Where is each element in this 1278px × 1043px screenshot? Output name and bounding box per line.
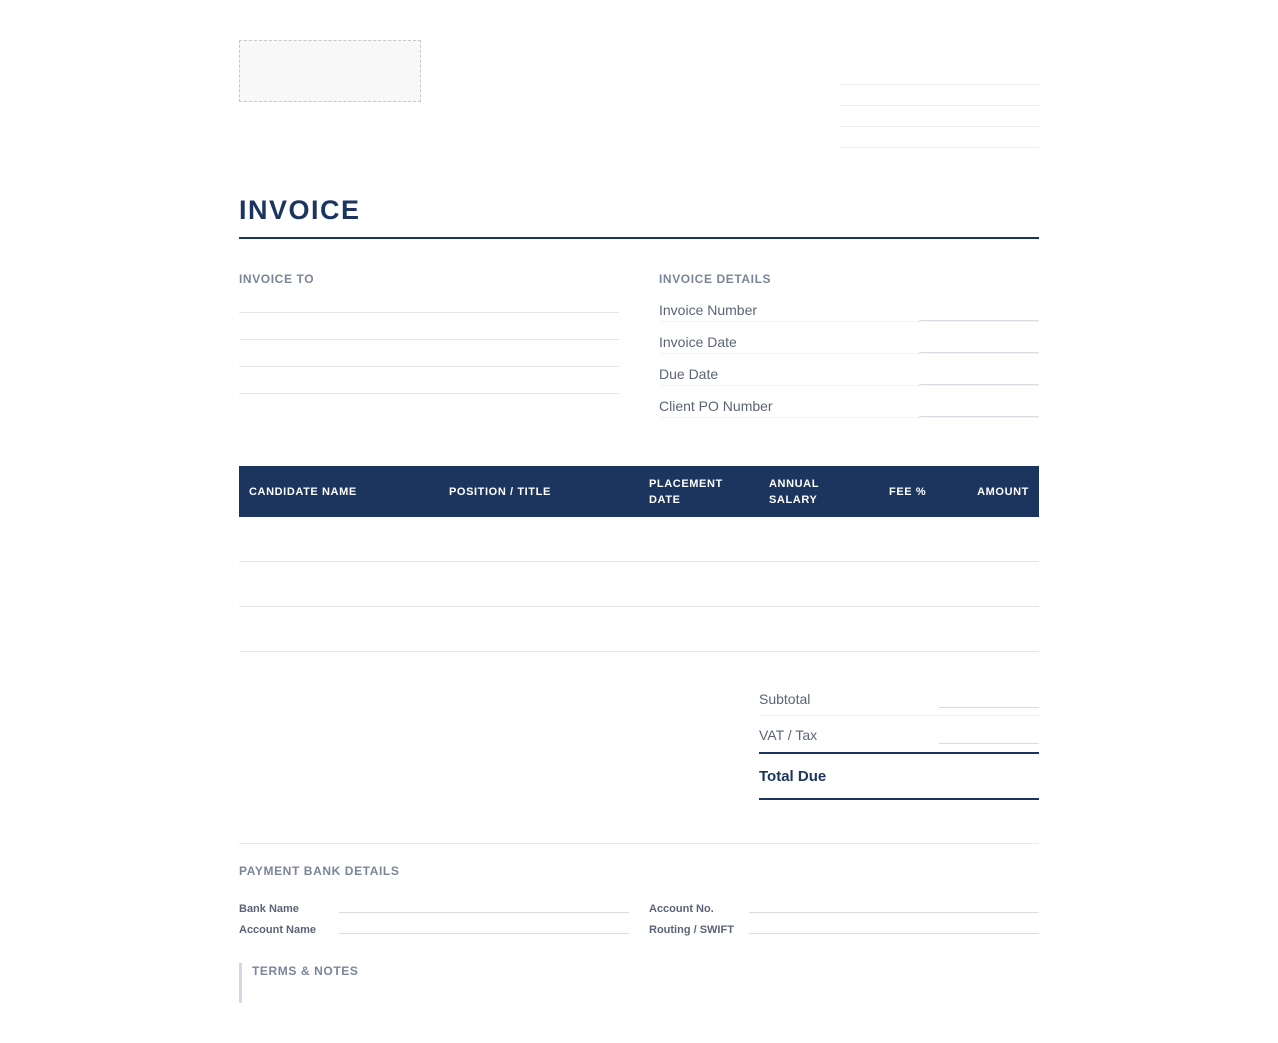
company-line-field[interactable] <box>840 64 1039 85</box>
table-body <box>239 517 1039 652</box>
bank-fields <box>239 896 1039 948</box>
invoice-header <box>239 0 1039 170</box>
invoice-number-label: Invoice Number <box>659 302 758 318</box>
document-title: INVOICE <box>239 195 361 225</box>
terms-label: TERMS & NOTES <box>252 964 359 978</box>
table-row[interactable] <box>239 607 1039 652</box>
subtotal-field[interactable] <box>939 692 1039 708</box>
bank-name-field[interactable] <box>339 896 629 913</box>
account-no-row <box>649 896 1039 917</box>
section-divider <box>239 843 1039 844</box>
invoice-date-field[interactable] <box>919 335 1039 353</box>
subtotal-label: Subtotal <box>759 691 811 707</box>
company-line-field[interactable] <box>840 85 1039 106</box>
invoice-details-label: INVOICE DETAILS <box>659 272 772 286</box>
col-annual-salary: ANNUAL SALARY <box>769 477 819 506</box>
invoice-number-field[interactable] <box>919 303 1039 321</box>
account-name-field[interactable] <box>339 917 629 934</box>
table-header <box>239 466 1039 517</box>
bank-name-label: Bank Name <box>239 903 299 915</box>
col-amount: AMOUNT <box>977 485 1029 498</box>
invoice-number-row <box>659 290 1039 322</box>
totals-section <box>759 680 1039 800</box>
col-candidate-name: CANDIDATE NAME <box>249 485 357 498</box>
account-no-label: Account No. <box>649 903 714 915</box>
invoice-date-row <box>659 322 1039 354</box>
account-no-field[interactable] <box>749 896 1039 913</box>
due-date-row <box>659 354 1039 386</box>
invoice-to-section <box>239 272 619 394</box>
col-position-title: POSITION / TITLE <box>449 485 551 498</box>
account-name-row <box>239 917 629 938</box>
company-line-field[interactable] <box>840 127 1039 148</box>
invoice-details-section <box>659 272 1039 418</box>
company-line-field[interactable] <box>840 106 1039 127</box>
client-po-label: Client PO Number <box>659 398 773 414</box>
title-block <box>239 192 1039 239</box>
tax-label: VAT / Tax <box>759 727 818 743</box>
tax-row <box>759 716 1039 752</box>
total-due-row <box>759 752 1039 800</box>
routing-row <box>649 917 1039 938</box>
due-date-label: Due Date <box>659 366 719 382</box>
bank-details-label: PAYMENT BANK DETAILS <box>239 864 400 878</box>
client-address-field[interactable] <box>239 340 619 367</box>
company-info-fields <box>840 64 1039 148</box>
total-due-label: Total Due <box>759 768 827 785</box>
account-name-label: Account Name <box>239 924 317 936</box>
placements-table <box>239 466 1039 652</box>
client-po-row <box>659 386 1039 418</box>
client-address-field[interactable] <box>239 286 619 313</box>
routing-label: Routing / SWIFT <box>649 924 734 936</box>
bank-name-row <box>239 896 629 917</box>
col-placement-date: PLACEMENT DATE <box>649 477 723 506</box>
client-address-field[interactable] <box>239 313 619 340</box>
table-row[interactable] <box>239 517 1039 562</box>
invoice-date-label: Invoice Date <box>659 334 737 350</box>
table-row[interactable] <box>239 562 1039 607</box>
logo-placeholder[interactable] <box>239 40 421 102</box>
client-address-field[interactable] <box>239 367 619 394</box>
title-divider <box>239 237 1039 239</box>
invoice-to-label: INVOICE TO <box>239 272 315 286</box>
col-fee-percent: FEE % <box>889 485 927 498</box>
tax-field[interactable] <box>939 728 1039 744</box>
invoice-page <box>239 0 1039 978</box>
subtotal-row <box>759 680 1039 716</box>
routing-field[interactable] <box>749 917 1039 934</box>
due-date-field[interactable] <box>919 367 1039 385</box>
terms-section[interactable] <box>239 963 1039 1003</box>
client-po-field[interactable] <box>919 399 1039 417</box>
bank-details-section <box>239 864 1039 948</box>
